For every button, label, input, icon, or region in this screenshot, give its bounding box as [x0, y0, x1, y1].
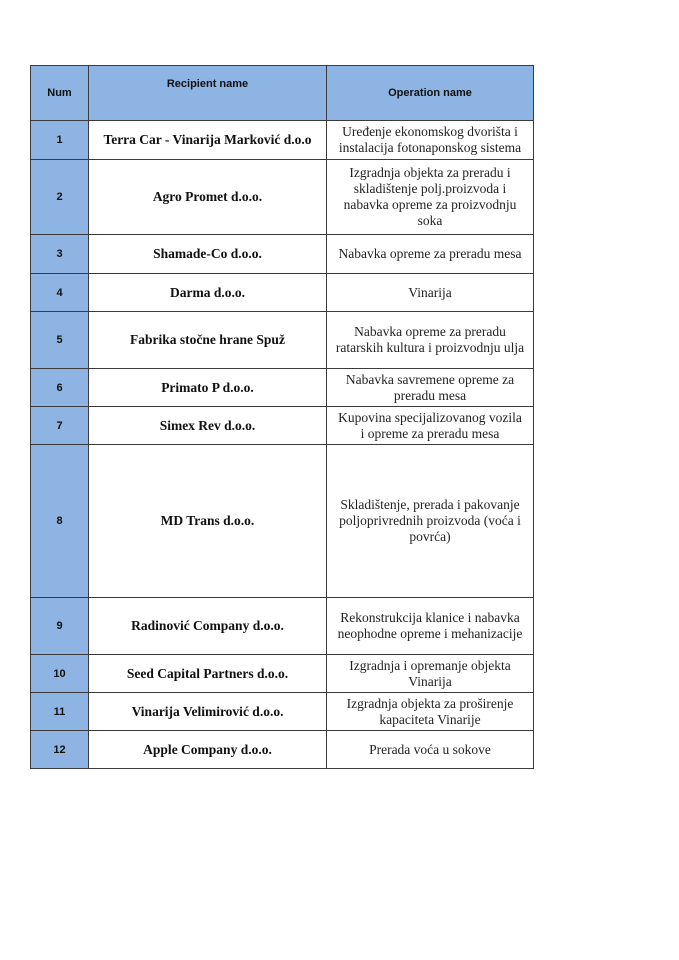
recipient-name: Seed Capital Partners d.o.o. [89, 655, 327, 693]
operation-name: Nabavka opreme za preradu ratarskih kultura i proizvodnju ulja [327, 312, 534, 369]
row-num: 10 [31, 655, 89, 693]
recipient-name: Fabrika stočne hrane Spuž [89, 312, 327, 369]
recipient-name: Agro Promet d.o.o. [89, 160, 327, 235]
row-num: 2 [31, 160, 89, 235]
recipient-name: Apple Company d.o.o. [89, 731, 327, 769]
operation-name: Kupovina specijalizovanog vozila i opreme za preradu mesa [327, 407, 534, 445]
table-row [31, 121, 534, 160]
row-num: 1 [31, 121, 89, 160]
operation-name: Rekonstrukcija klanice i nabavka neophodne opreme i mehanizacije [327, 598, 534, 655]
table-row [31, 160, 534, 235]
operation-name: Izgradnja i opremanje objekta Vinarija [327, 655, 534, 693]
row-num: 6 [31, 369, 89, 407]
recipient-name: MD Trans d.o.o. [89, 445, 327, 598]
row-num: 3 [31, 235, 89, 274]
recipients-table [30, 65, 534, 769]
table-row [31, 445, 534, 598]
operation-name: Nabavka savremene opreme za preradu mesa [327, 369, 534, 407]
header-row [31, 66, 534, 121]
row-num: 8 [31, 445, 89, 598]
table-row [31, 598, 534, 655]
recipient-name: Simex Rev d.o.o. [89, 407, 327, 445]
table-row [31, 235, 534, 274]
operation-name: Vinarija [327, 274, 534, 312]
row-num: 7 [31, 407, 89, 445]
table-row [31, 369, 534, 407]
row-num: 9 [31, 598, 89, 655]
recipient-name: Shamade-Co d.o.o. [89, 235, 327, 274]
recipient-name: Darma d.o.o. [89, 274, 327, 312]
row-num: 5 [31, 312, 89, 369]
recipient-name: Radinović Company d.o.o. [89, 598, 327, 655]
table-row [31, 312, 534, 369]
table-row [31, 655, 534, 693]
table-row [31, 407, 534, 445]
table-row [31, 274, 534, 312]
operation-name: Skladištenje, prerada i pakovanje poljoprivrednih proizvoda (voća i povrća) [327, 445, 534, 598]
table-row [31, 731, 534, 769]
operation-name: Nabavka opreme za preradu mesa [327, 235, 534, 274]
row-num: 12 [31, 731, 89, 769]
row-num: 11 [31, 693, 89, 731]
header-recipient: Recipient name [89, 66, 327, 121]
operation-name: Izgradnja objekta za preradu i skladištenje polj.proizvoda i nabavka opreme za proizvodnju soka [327, 160, 534, 235]
recipient-name: Primato P d.o.o. [89, 369, 327, 407]
recipient-name: Vinarija Velimirović d.o.o. [89, 693, 327, 731]
header-operation: Operation name [327, 66, 534, 121]
operation-name: Prerada voća u sokove [327, 731, 534, 769]
table-row [31, 693, 534, 731]
row-num: 4 [31, 274, 89, 312]
operation-name: Uređenje ekonomskog dvorišta i instalacija fotonaponskog sistema [327, 121, 534, 160]
recipient-name: Terra Car - Vinarija Marković d.o.o [89, 121, 327, 160]
operation-name: Izgradnja objekta za proširenje kapaciteta Vinarije [327, 693, 534, 731]
header-num: Num [31, 66, 89, 121]
